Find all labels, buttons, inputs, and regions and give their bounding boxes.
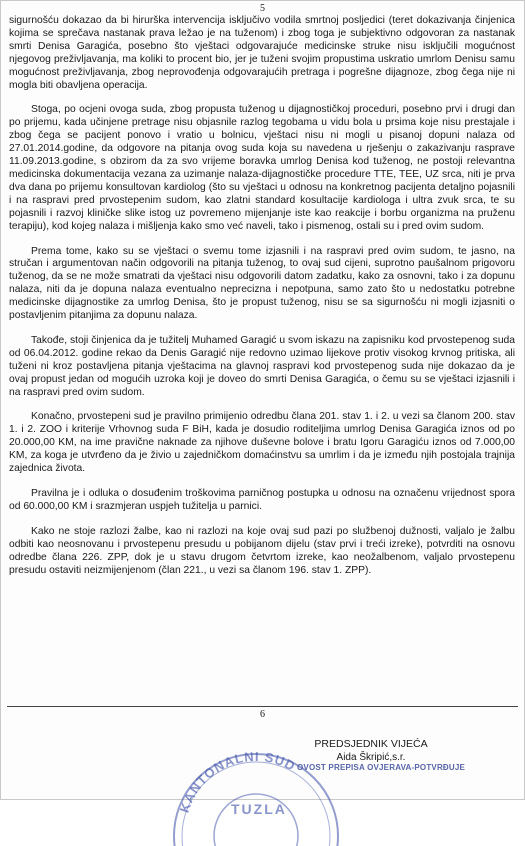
page-divider: [7, 706, 518, 707]
paragraph-2: Stoga, po ocjeni ovoga suda, zbog propusta tuženog u dijagnostičkoj proceduri, posebno prvi i drugi dan po prijemu, kada učinjene pretrage nisu objasnile razlog tegobama u vidu bola u prsima koje nisu prestajale i zbog čega se pacijent ponovo i vratio u bolnicu, vještaci nisu ni mogli u pisanoj dopuni nalaza od 27.01.2014.godine, da odgovore na pitanja ovog suda koja su navedena u rješenju o zakazivanju rasprave 11.09.2013.godine, s obzirom da za svo vrijeme boravka umrlog Denisa kod tuženog, ne postoji relevantna medicinska dokumentacija vezana za uzimanje nalaza-dijagnostičke procedure TTE, TEE, UZ srca, niti je prva dva dana po prijemu konsultovan kardiolog (što su vještaci u odnosu na konkretnog pacijenta detaljno pojasnili i na raspravi pred prvostepenim sudom, kao zlatni standard kosultacije kardiologa i ultra zvuk srca, te su pojasnili i razvoj kliničke slike istog uz povremeno mijenjanje iste kao reakcije i borbu organizma na pruženu terapiju), kod kojeg nalaza i mišljenja kako smo već naveli, tako i pismenog, ostali su i pred ovim sudom.: [9, 104, 515, 232]
paragraph-3: Prema tome, kako su se vještaci o svemu tome izjasnili i na raspravi pred ovim sudom, te jasno, na stručan i argumentovan način odgovorili na pitanja tuženog, to ovaj sud cijeni, suprotno paušalnom prigovoru tuženog, da se ne može smatrati da vještaci nisu odgovorili datom zadatku, kako za osnovni, tako i za dopunu nalaza, niti da je dopuna nalaza eventualno neprecizna i nepotpuna, samo zato što u nedostatku potrebne medicinske dijagnostike za umrlog Denisa, što je propust tuženog, nisu se sa sigurnošću ni mogli izjasniti o postavljenim pitanjima za dopunu nalaza.: [9, 245, 515, 322]
paragraph-7: Kako ne stoje razlozi žalbe, kao ni razlozi na koje ovaj sud pazi po službenoj dužnosti, valjalo je žalbu odbiti kao neosnovanu i prvostepenu presudu u pobijanom dijelu (stav prvi i treći izreke), potvrditi na osnovu odredbe člana 226. ZPP, dok je u stavu drugom četvrtom izreke, kao neožalbenom, valjalo prvostepenu presudu ostaviti neizmijenjenom (član 221., u vezi sa članom 196. stav 1. ZPP).: [9, 525, 515, 576]
stamp-city-text: TUZLA: [231, 801, 287, 817]
paragraph-1: sigurnošću dokazao da bi hirurška intervencija isključivo vodila smrtnoj posljedici (teret dokazivanja činjenica kojima se sprečava nastanak prava ležao je na tuženom) i zbog toga je subjektivno odgovoran za nastanak smrti Denisa Garagića, posebno što vještaci odgovarajuće medicinske struke nisu isključili mogućnost njegovog preživljavanja, ma koliki to procent bio, jer je tuženi svojim propustima uskratio umrlom Denisu samu mogućnost preživljavanja, zbog neprovođenja odgovarajućih pretraga i pogrešne dijagnoze, zbog čega nije ni mogla biti obavljena operacija.: [9, 15, 515, 91]
bottom-page-number: 6: [260, 709, 265, 720]
document-body: [9, 15, 515, 589]
paragraph-4: Takođe, stoji činjenica da je tužitelj Muhamed Garagić u svom iskazu na zapisniku kod prvostepenog suda od 06.04.2012. godine rekao da Denis Garagić nije redovno uzimao lijekove protiv visokog krvnog pritiska, ali tuženi ni kroz postavljena pitanja vještacima na glavnoj raspravi kod prvostepenog suda nije dokazao da je ovaj propust jedan od mogućih uzroka koji je doveo do smrti Denisa Garagića, o čemu su se vještaci izjasnili i na raspravi pred ovim sudom.: [9, 334, 515, 398]
signature-title: PREDSJEDNIK VIJEĆA: [314, 738, 428, 750]
stamp-certification-line: OVOST PREPISA OVJERAVA-POTVRĐUJE: [297, 763, 466, 772]
paragraph-5: Konačno, prvostepeni sud je pravilno primijenio odredbu člana 201. stav 1. i 2. u vezi sa članom 200. stav 1. i 2. ZOO i kriterije Vrhovnog suda F BiH, kada je dosudio roditeljima umrlog Denisa Garagića iznos od po 20.000,00 KM, na ime pravične naknade za njihove duševne bolove i bratu Igoru Garagiću iznos od 7.000,00 KM, za koga je utvrđeno da je živio u zajedničkom domaćinstvu sa umrlim i da je između njih postojala trajnija zajednica života.: [9, 411, 515, 475]
signature-name: Aida Škripić,s.r.: [336, 752, 406, 763]
paragraph-6: Pravilna je i odluka o dosuđenim troškovima parničnog postupka u odnosu na označenu vrijednost spora od 60.000,00 KM i srazmjeran uspjeh tužitelja u parnici.: [9, 488, 515, 512]
top-page-number: 5: [260, 3, 265, 14]
signature-block: [281, 738, 461, 764]
stamp-outer-text: KANTONALNI SUD: [176, 748, 299, 815]
